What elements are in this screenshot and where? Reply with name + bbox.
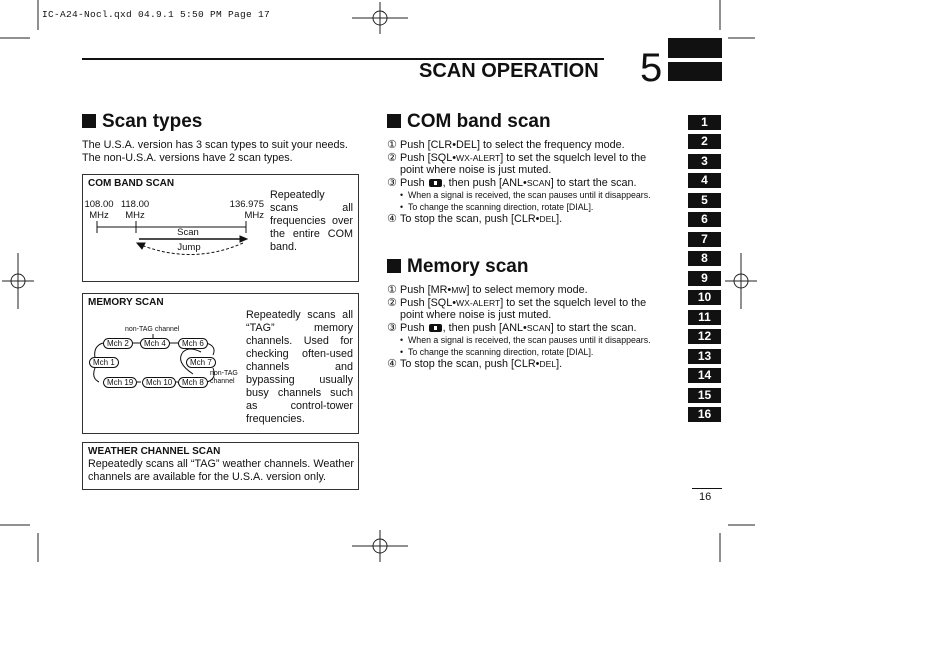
square-bullet-icon xyxy=(82,114,96,128)
com-bullet-1: • When a signal is received, the scan pauses until it disappears. xyxy=(388,189,668,201)
memory-scan-heading: Memory scan xyxy=(387,256,528,278)
chapter-tab-1[interactable]: 1 xyxy=(688,115,721,130)
com-band-diagram xyxy=(83,175,273,275)
square-bullet-icon xyxy=(387,259,401,273)
com-bullet-2: • To change the scanning direction, rotate [DIAL]. xyxy=(388,201,668,213)
chapter-tab-10[interactable]: 10 xyxy=(688,290,721,305)
chapter-tab-6[interactable]: 6 xyxy=(688,212,721,227)
mem-bullet-1: • When a signal is received, the scan pauses until it disappears. xyxy=(388,334,668,346)
weather-scan-description: Repeatedly scans all “TAG” weather channels. Weather channels are available for the U.S.A. version only. xyxy=(88,458,354,483)
page-title: SCAN OPERATION xyxy=(419,60,599,82)
weather-box-title: WEATHER CHANNEL SCAN xyxy=(88,446,221,457)
com-band-box-title: COM BAND SCAN xyxy=(88,178,175,189)
mem-step-1: ① Push [MR•MW] to select memory mode. xyxy=(387,284,588,296)
page-number: 16 xyxy=(699,491,712,503)
memory-box-title: MEMORY SCAN xyxy=(88,297,164,308)
com-band-steps xyxy=(388,139,668,226)
freq-label-136975: 136.975 MHz xyxy=(229,199,264,221)
mem-step-4: ④ To stop the scan, push [CLR•DEL]. xyxy=(387,358,563,371)
chapter-tab-3[interactable]: 3 xyxy=(688,154,721,169)
channel-mch1: Mch 1 xyxy=(89,357,119,368)
chapter-number: 5 xyxy=(640,46,663,90)
scan-types-heading: Scan types xyxy=(82,111,202,133)
print-slug: IC-A24-Nocl.qxd 04.9.1 5:50 PM Page 17 xyxy=(42,9,271,20)
channel-mch7: Mch 7 xyxy=(186,357,216,368)
com-step-3: ③ Push , then push [ANL•SCAN] to start the scan. xyxy=(387,176,637,189)
com-step-4: ④ To stop the scan, push [CLR•DEL]. xyxy=(387,213,563,226)
memory-scan-description: Repeatedly scans all “TAG” memory channels. Used for checking often-used channels and bypassing usually busy channels such as control-tower frequencies. xyxy=(246,309,353,425)
chapter-tab-13[interactable]: 13 xyxy=(688,349,721,364)
mem-step-2: ② Push [SQL•WX-ALERT] to set the squelch level to the point where noise is just muted. xyxy=(387,296,647,322)
chapter-tab-4[interactable]: 4 xyxy=(688,173,721,188)
channel-mch8: Mch 8 xyxy=(178,377,208,388)
channel-mch6: Mch 6 xyxy=(178,338,208,349)
freq-label-108: 108.00 MHz xyxy=(84,199,114,221)
chapter-tab-14[interactable]: 14 xyxy=(688,368,721,383)
chapter-bar-top xyxy=(668,38,722,58)
chapter-bar-bottom xyxy=(668,62,722,81)
square-bullet-icon xyxy=(387,114,401,128)
memory-scan-box xyxy=(82,293,359,434)
mem-bullet-2: • To change the scanning direction, rotate [DIAL]. xyxy=(388,346,668,358)
chapter-tab-9[interactable]: 9 xyxy=(688,271,721,286)
com-band-scan-heading: COM band scan xyxy=(387,111,551,133)
com-step-2: ② Push [SQL•WX-ALERT] to set the squelch level to the point where noise is just muted. xyxy=(387,151,647,177)
mem-step-3: ③ Push , then push [ANL•SCAN] to start the scan. xyxy=(387,321,637,334)
chapter-tab-7[interactable]: 7 xyxy=(688,232,721,247)
chapter-tab-11[interactable]: 11 xyxy=(688,310,721,325)
chapter-tab-2[interactable]: 2 xyxy=(688,134,721,149)
page-number-rule xyxy=(692,488,722,489)
channel-mch4: Mch 4 xyxy=(140,338,170,349)
com-step-1: ① Push [CLR•DEL] to select the frequency mode. xyxy=(387,139,625,151)
channel-mch19: Mch 19 xyxy=(103,377,137,388)
com-band-description: Repeatedly scans all frequencies over the entire COM band. xyxy=(270,189,353,253)
non-tag-channel-top-label: non-TAG channel xyxy=(125,326,180,333)
com-band-scan-box xyxy=(82,174,359,282)
scan-arrow-label: Scan xyxy=(177,227,199,238)
function-key-icon xyxy=(429,324,442,332)
chapter-tab-16[interactable]: 16 xyxy=(688,407,721,422)
freq-label-118: 118.00 MHz xyxy=(120,199,150,221)
scan-types-intro: The U.S.A. version has 3 scan types to suit your needs. The non-U.S.A. versions have 2 scan types. xyxy=(82,139,348,164)
function-key-icon xyxy=(429,179,442,187)
chapter-tab-12[interactable]: 12 xyxy=(688,329,721,344)
memory-steps xyxy=(388,284,668,371)
jump-arrow-label: Jump xyxy=(177,242,201,253)
chapter-tab-15[interactable]: 15 xyxy=(688,388,721,403)
chapter-tab-8[interactable]: 8 xyxy=(688,251,721,266)
channel-mch2: Mch 2 xyxy=(103,338,133,349)
channel-mch10: Mch 10 xyxy=(142,377,176,388)
non-tag-channel-right-label: non-TAG channel xyxy=(210,370,238,385)
weather-scan-box xyxy=(82,442,359,490)
chapter-tab-5[interactable]: 5 xyxy=(688,193,721,208)
